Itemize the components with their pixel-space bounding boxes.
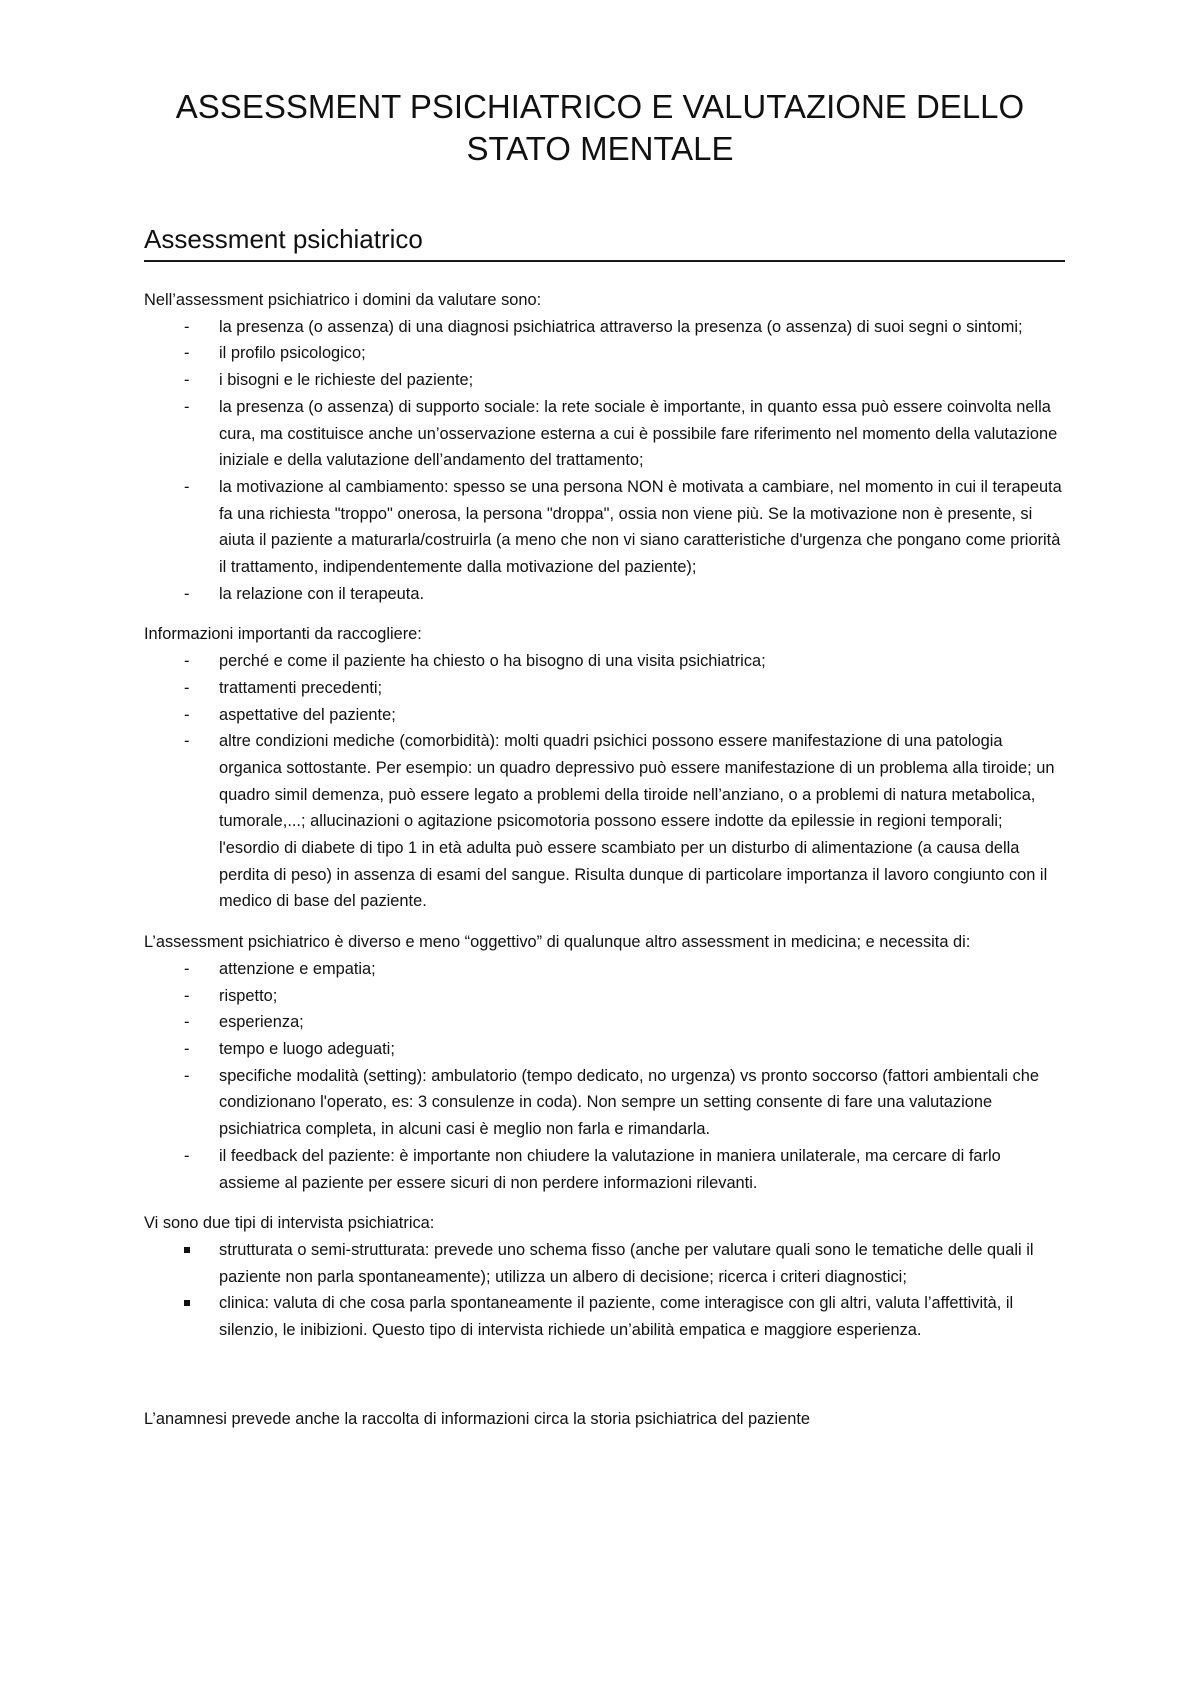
list-item xyxy=(144,314,1065,341)
list-item-text: perché e come il paziente ha chiesto o ha bisogno di una visita psichiatrica; xyxy=(219,652,766,671)
list-item xyxy=(144,474,1065,581)
list-item-text: strutturata o semi-strutturata: prevede uno schema fisso (anche per valutare quali sono le tematiche delle quali il paziente non parla spontaneamente); utilizza un albero di decisione; ricerca i criteri diagnostici; xyxy=(219,1240,1034,1286)
spacer xyxy=(144,607,1065,621)
list-item-text: il profilo psicologico; xyxy=(219,344,366,363)
list-item-text: clinica: valuta di che cosa parla spontaneamente il paziente, come interagisce con gli altri, valuta l’affettività, il silenzio, le inibizioni. Questo tipo di intervista richiede un’abilità empatica e maggiore esperienza. xyxy=(219,1294,1014,1340)
dash-bullet: - xyxy=(184,397,190,416)
dash-bullet: - xyxy=(184,371,190,390)
list-item xyxy=(144,1063,1065,1143)
dash-bullet: - xyxy=(184,1013,190,1032)
list-item xyxy=(144,1290,1065,1343)
square-bullet-icon xyxy=(184,1300,190,1306)
list-item-text: la motivazione al cambiamento: spesso se una persona NON è motivata a cambiare, nel momento in cui il terapeuta fa una richiesta "troppo" onerosa, la persona "droppa", ossia non viene più. Se la motivazione non è presente, si aiuta il paziente a maturarla/costruirla (a meno che non vi siano caratteristiche d'urgenza che pongano come priorità il trattamento, indipendentemente dalla motivazione del paziente); xyxy=(219,477,1062,577)
list-item xyxy=(144,394,1065,474)
block1-intro: Nell’assessment psichiatrico i domini da valutare sono: xyxy=(144,291,542,309)
list-item xyxy=(144,1009,1065,1036)
list-item-text: tempo e luogo adeguati; xyxy=(219,1039,395,1058)
dash-bullet: - xyxy=(184,584,190,603)
dash-bullet: - xyxy=(184,1146,190,1165)
list-item xyxy=(144,367,1065,394)
list-item xyxy=(144,956,1065,983)
list-item xyxy=(144,675,1065,702)
list-item-text: il feedback del paziente: è importante non chiudere la valutazione in maniera unilaterale, ma cercare di farlo assieme al paziente per essere sicuri di non perdere informazioni rilevanti. xyxy=(219,1146,1001,1192)
list-item xyxy=(144,648,1065,675)
dash-bullet: - xyxy=(184,1039,190,1058)
list-item xyxy=(144,728,1065,915)
list-item xyxy=(144,1237,1065,1290)
document-title: ASSESSMENT PSICHIATRICO E VALUTAZIONE DELLO STATO MENTALE xyxy=(175,88,1025,167)
list-item xyxy=(144,1143,1065,1196)
block2-list xyxy=(144,648,1065,915)
list-item-text: aspettative del paziente; xyxy=(219,705,396,724)
block3-intro: L’assessment psichiatrico è diverso e meno “oggettivo” di qualunque altro assessment in medicina; e necessita di: xyxy=(144,933,971,952)
dash-bullet: - xyxy=(184,1066,190,1085)
block4-intro: Vi sono due tipi di intervista psichiatrica: xyxy=(144,1214,435,1233)
list-item-text: specifiche modalità (setting): ambulatorio (tempo dedicato, no urgenza) vs pronto soccorso (fattori ambientali che condizionano l'operato, es: 3 consulenze in coda). Non sempre un setting consente di fare una valutazione psichiatrica completa, in alcuni casi è meglio non farla e rimandarla. xyxy=(219,1066,1039,1139)
list-item-text: attenzione e empatia; xyxy=(219,959,376,978)
dash-bullet: - xyxy=(184,986,190,1005)
list-item xyxy=(144,702,1065,729)
spacer xyxy=(144,1196,1065,1210)
block2-intro: Informazioni importanti da raccogliere: xyxy=(144,625,422,644)
dash-bullet: - xyxy=(184,477,190,496)
list-item-text: esperienza; xyxy=(219,1013,304,1032)
block1-list xyxy=(144,314,1065,608)
dash-bullet: - xyxy=(184,678,190,697)
block3-list xyxy=(144,956,1065,1196)
list-item-text: la presenza (o assenza) di una diagnosi psichiatrica attraverso la presenza (o assenza) di suoi segni o sintomi; xyxy=(219,317,1023,336)
list-item xyxy=(144,1036,1065,1063)
square-bullet-icon xyxy=(184,1247,190,1253)
list-item-text: rispetto; xyxy=(219,986,278,1005)
dash-bullet: - xyxy=(184,652,190,671)
spacer xyxy=(144,915,1065,929)
dash-bullet: - xyxy=(184,344,190,363)
document-body xyxy=(144,287,1065,1432)
section-heading: Assessment psichiatrico xyxy=(144,222,1065,262)
list-item xyxy=(144,340,1065,367)
dash-bullet: - xyxy=(184,317,190,336)
list-item xyxy=(144,983,1065,1010)
list-item-text: altre condizioni mediche (comorbidità): molti quadri psichici possono essere manifestazione di una patologia organica sottostante. Per esempio: un quadro depressivo può essere manifestazione di un problema alla tiroide; un quadro simil demenza, può essere legato a problemi della tiroide nell’anziano, o a problemi di natura metabolica, tumorale,...; allucinazioni o agitazione psicomotoria possono essere indotte da epilessie in regioni temporali; l'esordio di diabete di tipo 1 in età adulta può essere scambiato per un disturbo di alimentazione (a causa della perdita di peso) in assenza di esami del sangue. Risulta dunque di particolare importanza il lavoro congiunto con il medico di base del paziente. xyxy=(219,732,1055,911)
list-item-text: i bisogni e le richieste del paziente; xyxy=(219,371,474,390)
spacer xyxy=(144,1344,1065,1406)
list-item-text: la relazione con il terapeuta. xyxy=(219,584,425,603)
dash-bullet: - xyxy=(184,732,190,751)
dash-bullet: - xyxy=(184,959,190,978)
dash-bullet: - xyxy=(184,705,190,724)
list-item-text: la presenza (o assenza) di supporto sociale: la rete sociale è importante, in quanto essa può essere coinvolta nella cura, ma costituisce anche un’osservazione esterna a cui è possibile fare riferimento nel momento della valutazione iniziale e della valutazione dell’andamento del trattamento; xyxy=(219,397,1058,470)
list-item xyxy=(144,581,1065,608)
closing-sentence: L’anamnesi prevede anche la raccolta di informazioni circa la storia psichiatrica del paziente xyxy=(144,1409,810,1428)
block4-list xyxy=(144,1237,1065,1344)
list-item-text: trattamenti precedenti; xyxy=(219,678,383,697)
